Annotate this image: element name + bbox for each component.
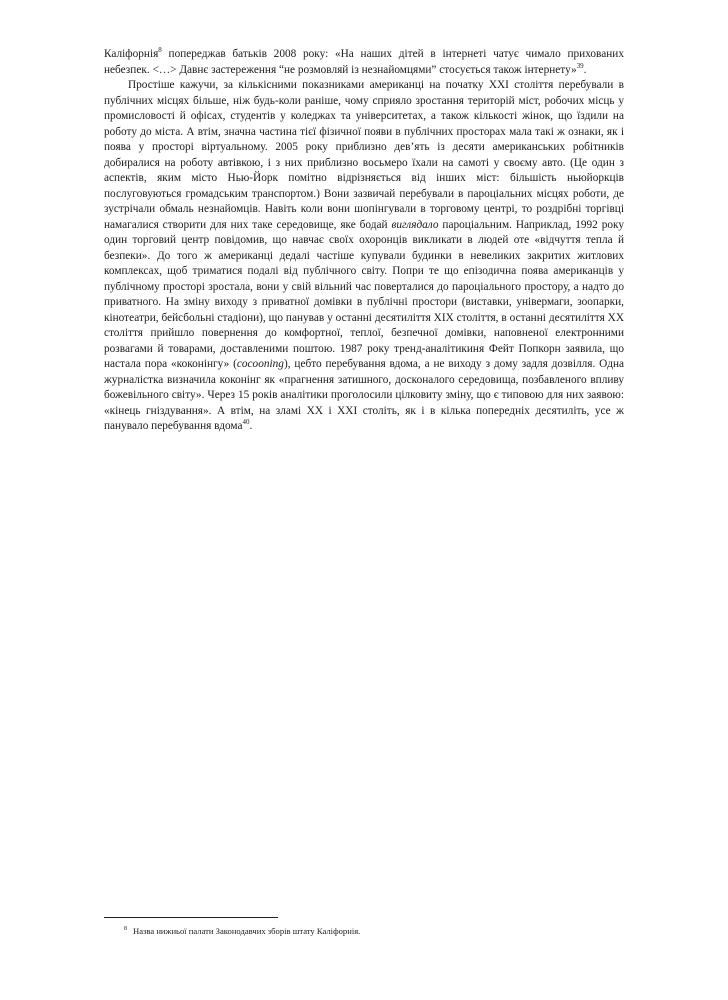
body-text xyxy=(104,47,624,435)
footnote-number: 8 xyxy=(124,926,127,933)
footnote-ref-8[interactable]: 8 xyxy=(158,46,162,55)
footnote-ref-39[interactable]: 39 xyxy=(576,61,584,70)
paragraph-1-text: попереджав батьків 2008 року: «На наших дітей в інтернеті чатує чимало прихованих небезпек. <…> Давнє застереження “не розмовляй із незнайомцями” стосується також інтернету» xyxy=(104,48,624,76)
paragraph-2 xyxy=(104,78,624,435)
paragraph-1-lead: Каліфорнія xyxy=(104,48,159,60)
paragraph-1 xyxy=(104,47,624,78)
footnote xyxy=(124,926,604,937)
paragraph-1-end: . xyxy=(583,63,587,76)
paragraph-2-emphasis-2: cocooning xyxy=(236,358,284,370)
paragraph-2-part-2: пароціальним. Наприклад, 1992 року один торговий центр повідомив, що навчає своїх охоронців викликати в людей оте «відчуття тепла й безпеки». До того ж американці дедалі частіше купували будинки в невеликих закритих житлових комплексах, щоб триматися подалі від публічного світу. Попри те що епізодична поява американців у публічному просторі зростала, вони у свій вільний час поверталися до пароціального простору, а надто до приватного. На зміну виходу з приватної домівки в публічні простори (виставки, універмаги, зоопарки, кінотеатри, бейсбольні стадіони), що панував у останні десятиліття XIX століття, в останні десятиліття XX століття прийшло повернення до комфортної, теплої, безпечної домівки, наповненої електронними розвагами й товарами, доставленими поштою. 1987 року тренд-аналітикиня Фейт Попкорн заявила, що настала пора «коконінгу» ( xyxy=(104,218,624,370)
paragraph-2-part-3: ), цебто перебування вдома, а не виходу з дому задля дозвілля. Одна журналістка визначила коконінг як «прагнення затишного, досконалого середовища, позбавленого впливу божевільного світу». Через 15 років аналітики проголосили цілковиту зміну, що є типовою для них заявою: «кінець гніздування». А втім, на зламі XX і XXI століть, як і в кілька попередніх десятиліть, усе ж панувало перебування вдома xyxy=(104,358,624,432)
paragraph-2-part-1: Простіше кажучи, за кількісними показниками американці на початку XXI століття перебували в публічних місцях більше, ніж будь-коли раніше, чому сприяло зростання територій міст, робочих місць у промисловості й офісах, студентів у коледжах та університетах, а також кількості жінок, що їздили на роботу до міста. А втім, значна частина тієї фізичної появи в публічних просторах мала такі ж ознаки, як і поява у просторі віртуальному. 2005 року приблизно дев’ять із десяти американських робітників добиралися на роботу автівкою, і з них приблизно восьмеро їхали на самоті у своєму авто. (Це один з аспектів, яким місто Нью-Йорк помітно відрізняється від інших міст: більшість ньюйоркців послуговуються громадським транспортом.) Вони зазвичай перебували в пароціальних місцях роботи, де зустрічали обмаль незнайомців. Навіть коли вони шопінгували в торговому центрі, то роздрібні торгівці намагалися створити для них таке середовище, яке бодай xyxy=(104,79,624,231)
footnote-divider xyxy=(104,917,278,918)
paragraph-2-end: . xyxy=(249,420,253,432)
footnote-text: Назва нижньої палати Законодавчих зборів штату Каліфорнія. xyxy=(133,926,361,936)
paragraph-2-emphasis-1: виглядало xyxy=(391,218,439,231)
footnote-ref-40[interactable]: 40 xyxy=(242,418,250,427)
